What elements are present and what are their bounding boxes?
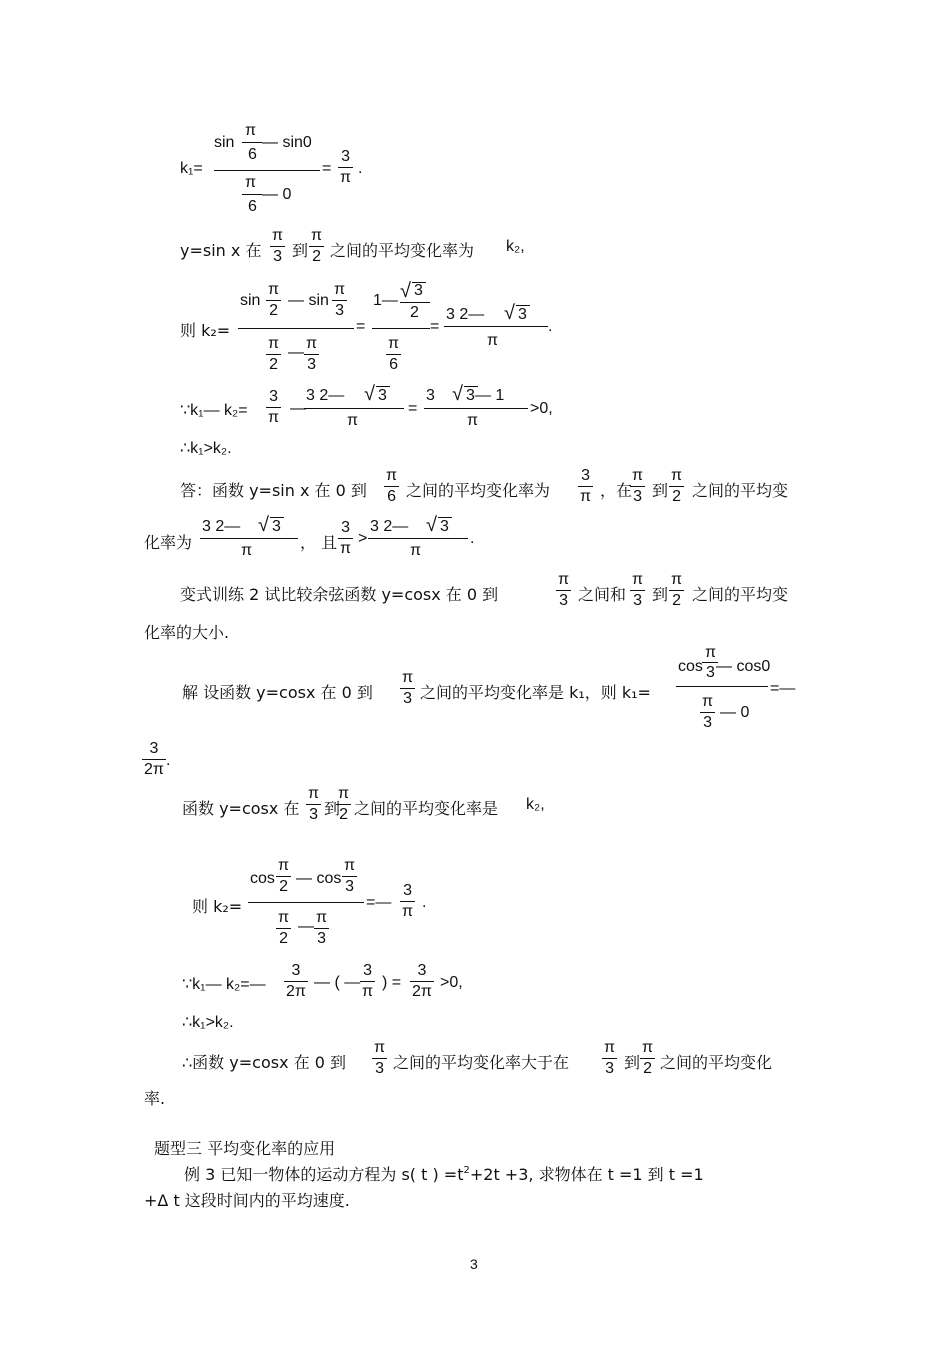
sin0-text: — sin0	[262, 134, 312, 151]
equals: =	[322, 160, 332, 177]
sqrt-sign: √	[400, 280, 411, 302]
page-number: 3	[470, 1256, 478, 1272]
therefore-line: ∴k₁>k₂.	[182, 1014, 234, 1031]
six-text: 6	[248, 198, 257, 215]
k1-label: k₁=	[180, 160, 203, 177]
minus-zero: — 0	[262, 186, 292, 203]
fraction-pi-over-3: $\frac{\pi}{3}$	[272, 227, 284, 265]
fraction-pi-over-2: $\frac{\pi}{2}$	[311, 227, 323, 265]
period: .	[358, 160, 363, 177]
therefore-line: ∴k₁>k₂.	[180, 440, 232, 457]
fraction-bar	[242, 194, 262, 195]
example-3-line2: +Δ t 这段时间内的平均速度.	[144, 1191, 350, 1210]
pi-symbol: π	[245, 174, 257, 191]
fraction-3-over-2pi: $\frac{3}{2\pi}$	[144, 740, 164, 778]
fraction-3-over-pi: $\frac{3}{\pi}$	[340, 148, 352, 186]
sin-text: sin	[214, 134, 235, 151]
fraction-bar	[242, 142, 262, 143]
example-3-line1: 例 3 已知一物体的运动方程为 s( t ) $=t^2+2t +3$, 求物体在 t =1 到 t =1	[184, 1165, 704, 1184]
section-title: 题型三 平均变化率的应用	[154, 1139, 336, 1158]
pi-symbol: π	[245, 122, 257, 139]
main-fraction-bar	[214, 170, 320, 171]
six-text: 6	[248, 146, 257, 163]
